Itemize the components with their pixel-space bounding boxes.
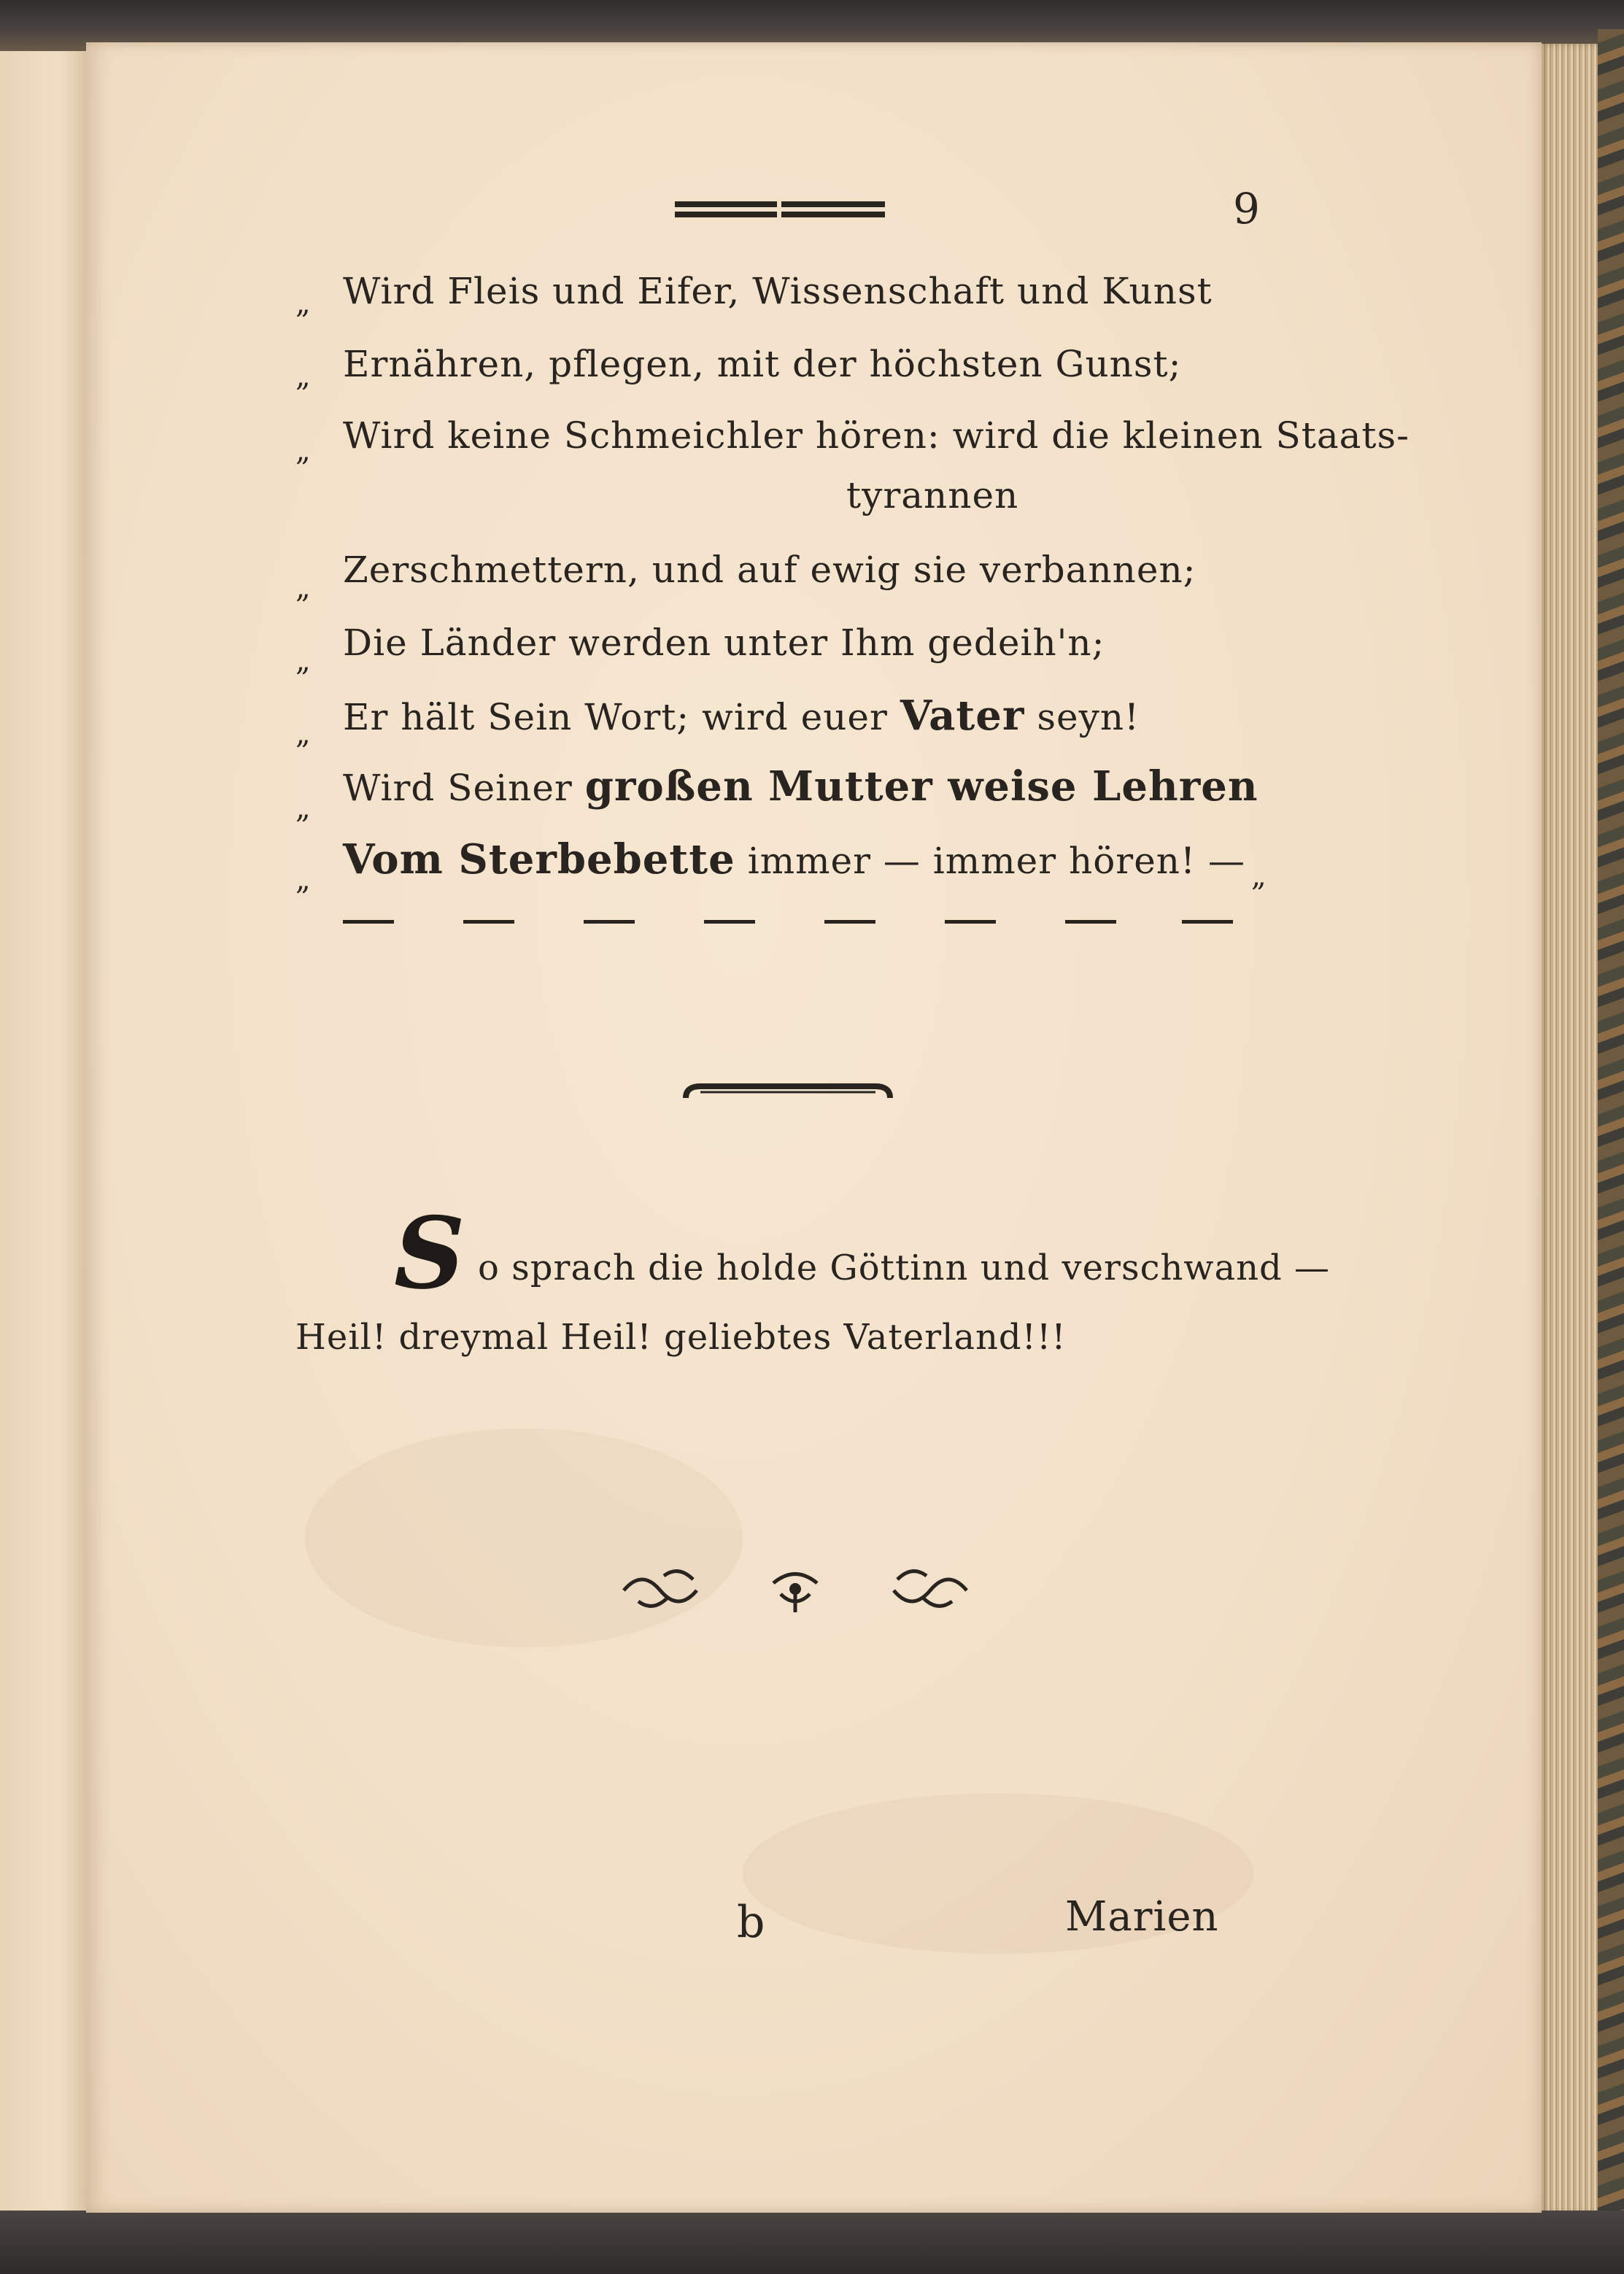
verse-line: Wird Fleis und Eifer, Wissenschaft und Kunst	[343, 270, 1213, 312]
verse-line: Die Länder werden unter Ihm gedeih'n;	[343, 622, 1105, 664]
background-bottom	[0, 2211, 1624, 2274]
flourish-ornament-icon	[620, 1561, 970, 1620]
quote-mark: „	[295, 644, 311, 678]
prose-line: Heil! dreymal Heil! geliebtes Vaterland!!!	[295, 1317, 1067, 1358]
emphasis-vater: Vater	[900, 692, 1025, 740]
quote-mark: „	[295, 360, 311, 393]
drop-cap: S	[394, 1195, 465, 1311]
emphasis-mutter: großen Mutter weise Lehren	[584, 762, 1258, 811]
verse-text: Wird Seiner	[343, 767, 573, 809]
quote-mark: „	[295, 717, 311, 751]
prose-line: o sprach die holde Göttinn und verschwand —	[478, 1248, 1330, 1288]
signature-mark: b	[737, 1897, 766, 1948]
ornamental-rule	[678, 1076, 897, 1113]
quote-mark: „	[295, 863, 311, 897]
verse-text: Er hält Sein Wort; wird euer	[343, 696, 888, 738]
verse-line	[343, 762, 1258, 811]
quote-mark: „	[295, 287, 311, 320]
facing-page-edge	[0, 51, 88, 2211]
verse-line: Wird keine Schmeichler hören: wird die kleinen Staats-	[343, 414, 1410, 457]
verse-line: Zerschmettern, und auf ewig sie verbannen;	[343, 549, 1196, 591]
page-number: 9	[1233, 184, 1260, 233]
quote-mark: „	[295, 571, 311, 605]
header-rule-ornament	[675, 197, 885, 223]
verse-line: Ernähren, pflegen, mit der höchsten Gunst;	[343, 343, 1182, 385]
verse-text: seyn!	[1037, 696, 1140, 738]
quote-mark: „	[295, 434, 311, 468]
emphasis-sterbebette: Vom Sterbebette	[343, 835, 735, 883]
verse-line	[343, 835, 1245, 883]
book-page-edges	[1539, 44, 1598, 2214]
closing-quote-mark: „	[1251, 859, 1267, 893]
catchword: Marien	[1065, 1893, 1219, 1941]
quote-mark: „	[295, 792, 311, 825]
verse-line	[343, 692, 1140, 740]
verse-line-continuation: tyrannen	[846, 474, 1019, 517]
marbled-cover-edge	[1598, 29, 1624, 2218]
dashed-separator	[343, 916, 1233, 930]
verse-text: immer — immer hören! —	[747, 840, 1245, 882]
